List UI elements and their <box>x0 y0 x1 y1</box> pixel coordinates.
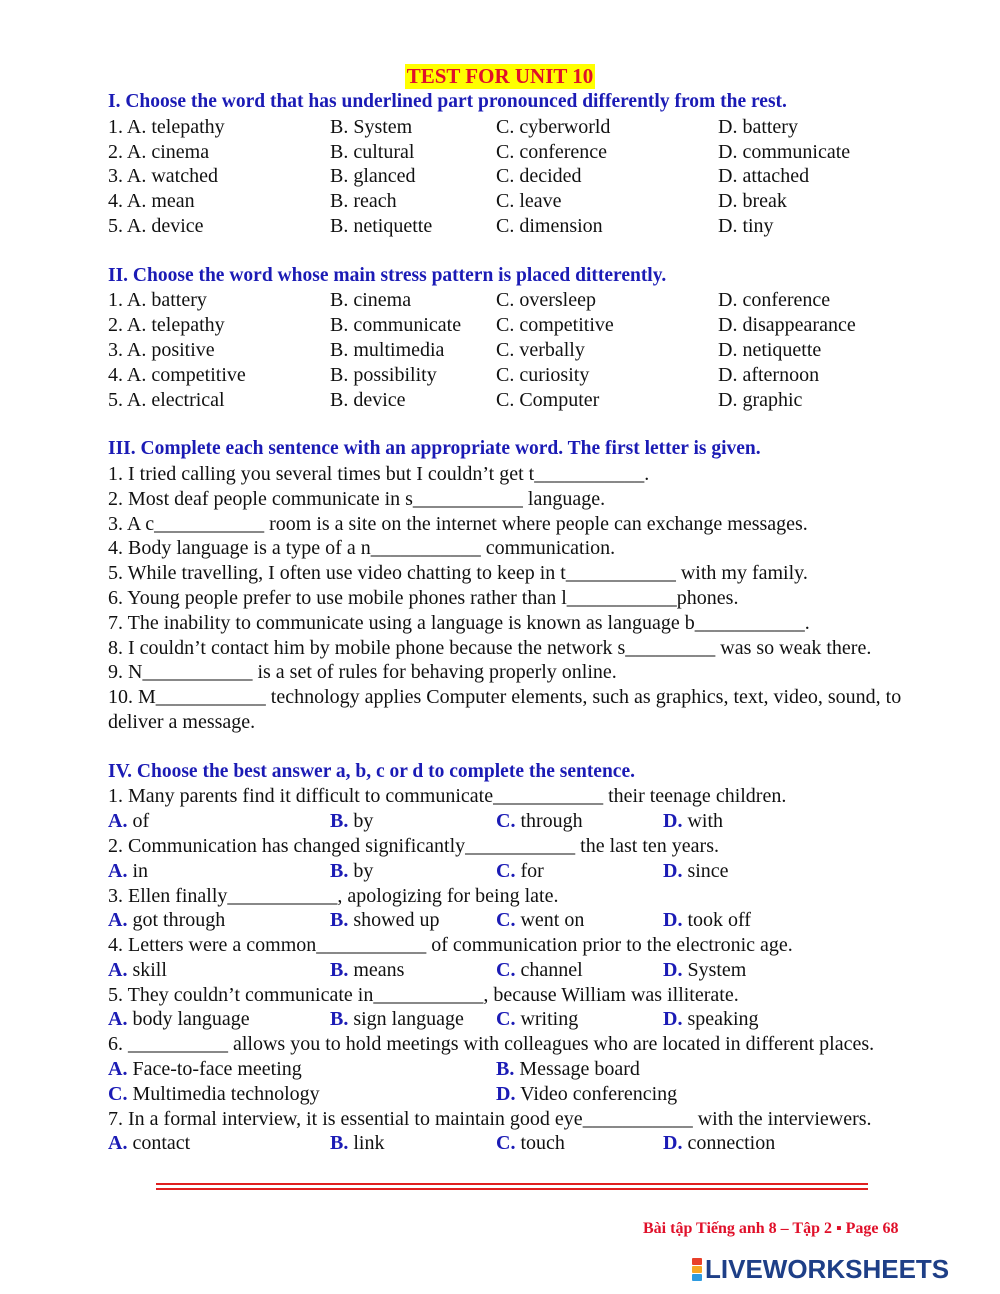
option-letter: B. <box>330 958 349 981</box>
section-1-heading: I. Choose the word that has underlined part pronounced differently from the rest. <box>108 91 787 112</box>
option-text: writing <box>520 1008 579 1031</box>
option-letter: C. <box>108 1082 128 1105</box>
question-row <box>108 313 968 338</box>
answer-option[interactable] <box>496 1131 565 1156</box>
answer-option[interactable] <box>663 908 751 933</box>
option-letter: D. <box>663 909 683 932</box>
worksheet-content <box>108 90 968 1156</box>
answer-option[interactable] <box>330 859 373 884</box>
option-b[interactable]: B. glanced <box>330 165 416 188</box>
answer-option[interactable] <box>496 859 544 884</box>
option-text: in <box>132 859 149 882</box>
option-text: sign language <box>353 1008 464 1031</box>
option-letter: A. <box>108 1132 128 1155</box>
question-row <box>108 189 968 214</box>
option-text: body language <box>132 1008 250 1031</box>
question-row <box>108 288 968 313</box>
option-c[interactable]: C. oversleep <box>496 289 596 312</box>
question-stem: 6. __________ allows you to hold meetings with colleagues who are located in different places. <box>108 1033 875 1056</box>
option-d[interactable]: D. communicate <box>718 140 851 163</box>
answer-option[interactable] <box>663 958 746 983</box>
question-stem: 1. Many parents find it difficult to communicate___________ their teenage children. <box>108 785 787 808</box>
option-text: Multimedia technology <box>132 1082 320 1105</box>
sentence-item: 9. N___________ is a set of rules for behaving properly online. <box>108 661 617 684</box>
option-letter: B. <box>330 859 349 882</box>
question-row <box>108 115 968 140</box>
option-b[interactable]: B. multimedia <box>330 338 445 361</box>
option-letter: A. <box>108 1058 128 1081</box>
answer-option[interactable] <box>663 859 729 884</box>
option-text: showed up <box>353 909 440 932</box>
logo-block-2 <box>692 1266 702 1273</box>
option-text: link <box>353 1132 385 1155</box>
answer-option[interactable] <box>496 1082 677 1107</box>
option-a[interactable]: 5. A. device <box>108 214 204 237</box>
option-text: touch <box>520 1132 565 1155</box>
options-row <box>108 1131 968 1156</box>
question-row <box>108 388 968 413</box>
option-c[interactable]: C. competitive <box>496 314 614 337</box>
sentence-item: 4. Body language is a type of a n___________ communication. <box>108 537 616 560</box>
question-row <box>108 363 968 388</box>
option-letter: C. <box>496 1008 516 1031</box>
option-d[interactable]: D. battery <box>718 115 798 138</box>
sentence-item: 1. I tried calling you several times but I couldn’t get t___________. <box>108 462 650 485</box>
brand-name: LIVEWORKSHEETS <box>705 1253 950 1284</box>
option-c[interactable]: C. conference <box>496 140 608 163</box>
option-b[interactable]: B. communicate <box>330 314 462 337</box>
answer-option[interactable] <box>663 1131 775 1156</box>
options-row <box>108 1082 968 1107</box>
option-text: got through <box>132 909 226 932</box>
option-letter: B. <box>496 1058 515 1081</box>
option-text: channel <box>520 958 583 981</box>
answer-option[interactable] <box>108 809 149 834</box>
option-letter: C. <box>496 958 516 981</box>
answer-option[interactable] <box>496 1007 578 1032</box>
options-row <box>108 859 968 884</box>
section-3-sentences <box>108 462 968 735</box>
option-letter: C. <box>496 909 516 932</box>
option-letter: B. <box>330 1132 349 1155</box>
section-4-questions <box>108 784 968 1156</box>
sentence-item: 10. M___________ technology applies Computer elements, such as graphics, text, video, sound, to deliver a message. <box>108 686 902 733</box>
option-letter: C. <box>496 810 516 833</box>
option-text: contact <box>132 1132 191 1155</box>
option-text: since <box>687 859 729 882</box>
options-row <box>108 958 968 983</box>
option-b[interactable]: B. possibility <box>330 363 437 386</box>
answer-option[interactable] <box>108 1007 250 1032</box>
question-stem: 7. In a formal interview, it is essential to maintain good eye___________ with the interviewers. <box>108 1107 872 1130</box>
option-a[interactable]: 4. A. mean <box>108 190 195 213</box>
answer-option[interactable] <box>330 809 373 834</box>
option-c[interactable]: C. leave <box>496 190 562 213</box>
option-text: by <box>353 859 374 882</box>
option-b[interactable]: B. device <box>330 388 406 411</box>
option-c[interactable]: C. decided <box>496 165 582 188</box>
answer-option[interactable] <box>330 1007 464 1032</box>
option-c[interactable]: C. verbally <box>496 338 585 361</box>
sentence-item: 3. A c___________ room is a site on the internet where people can exchange messages. <box>108 512 808 535</box>
sentence-item: 6. Young people prefer to use mobile phones rather than l___________phones. <box>108 586 739 609</box>
option-letter: B. <box>330 1008 349 1031</box>
option-b[interactable]: B. cinema <box>330 289 412 312</box>
answer-option[interactable] <box>108 1082 320 1107</box>
option-letter: D. <box>663 1132 683 1155</box>
section-1-questions <box>108 115 968 239</box>
option-letter: D. <box>663 810 683 833</box>
answer-option[interactable] <box>330 958 404 983</box>
option-c[interactable]: C. dimension <box>496 214 603 237</box>
option-b[interactable]: B. cultural <box>330 140 415 163</box>
options-row <box>108 908 968 933</box>
option-d[interactable]: D. conference <box>718 289 831 312</box>
question-row <box>108 140 968 165</box>
option-a[interactable]: 5. A. electrical <box>108 388 225 411</box>
options-row <box>108 1007 968 1032</box>
option-letter: D. <box>663 958 683 981</box>
answer-option[interactable] <box>108 958 167 983</box>
page-title: TEST FOR UNIT 10 <box>406 64 594 88</box>
option-d[interactable]: D. attached <box>718 165 810 188</box>
sentence-item: 2. Most deaf people communicate in s___________ language. <box>108 487 606 510</box>
option-d[interactable]: D. disappearance <box>718 314 856 337</box>
option-text: went on <box>520 909 585 932</box>
logo-block-1 <box>692 1258 702 1265</box>
option-a[interactable]: 1. A. telepathy <box>108 115 225 138</box>
option-letter: D. <box>663 859 683 882</box>
title-wrap <box>0 64 1000 89</box>
option-text: Face-to-face meeting <box>132 1058 302 1081</box>
option-text: connection <box>687 1132 776 1155</box>
option-letter: B. <box>330 909 349 932</box>
answer-option[interactable] <box>663 1007 759 1032</box>
option-letter: B. <box>330 810 349 833</box>
option-a[interactable]: 2. A. telepathy <box>108 314 225 337</box>
option-text: Video conferencing <box>520 1082 678 1105</box>
option-d[interactable]: D. netiquette <box>718 338 822 361</box>
option-c[interactable]: C. cyberworld <box>496 115 611 138</box>
answer-option[interactable] <box>496 1057 640 1082</box>
option-d[interactable]: D. break <box>718 190 787 213</box>
question-stem: 3. Ellen finally___________, apologizing for being late. <box>108 884 559 907</box>
option-text: through <box>520 810 583 833</box>
footer-divider <box>156 1183 868 1190</box>
option-a[interactable]: 3. A. watched <box>108 165 218 188</box>
option-text: of <box>132 810 150 833</box>
answer-option[interactable] <box>496 908 584 933</box>
liveworksheets-brand <box>692 1255 949 1283</box>
option-text: speaking <box>687 1008 759 1031</box>
option-letter: A. <box>108 810 128 833</box>
option-b[interactable]: B. reach <box>330 190 397 213</box>
option-letter: D. <box>496 1082 516 1105</box>
option-text: took off <box>687 909 751 932</box>
option-a[interactable]: 2. A. cinema <box>108 140 210 163</box>
question-row <box>108 164 968 189</box>
options-row <box>108 809 968 834</box>
option-text: by <box>353 810 374 833</box>
option-c[interactable]: C. Computer <box>496 388 600 411</box>
option-d[interactable]: D. tiny <box>718 214 774 237</box>
section-4-heading: IV. Choose the best answer a, b, c or d to complete the sentence. <box>108 760 635 782</box>
page-footer: Bài tập Tiếng anh 8 – Tập 2 ▪ Page 68 <box>643 1220 899 1237</box>
option-letter: D. <box>663 1008 683 1031</box>
option-a[interactable]: 4. A. competitive <box>108 363 246 386</box>
answer-option[interactable] <box>108 908 225 933</box>
question-stem: 2. Communication has changed significantly___________ the last ten years. <box>108 834 719 857</box>
answer-option[interactable] <box>108 1057 302 1082</box>
logo-block-3 <box>692 1274 702 1281</box>
option-text: skill <box>132 958 167 981</box>
option-text: for <box>520 859 544 882</box>
option-letter: A. <box>108 958 128 981</box>
sentence-item: 8. I couldn’t contact him by mobile phone because the network s_________ was so weak there. <box>108 636 872 659</box>
option-b[interactable]: B. System <box>330 115 413 138</box>
sentence-item: 5. While travelling, I often use video chatting to keep in t___________ with my family. <box>108 562 808 585</box>
option-d[interactable]: D. afternoon <box>718 363 820 386</box>
options-row <box>108 1057 968 1082</box>
option-text: with <box>687 810 724 833</box>
option-text: Message board <box>519 1058 640 1081</box>
question-stem: 4. Letters were a common___________ of communication prior to the electronic age. <box>108 934 793 957</box>
liveworksheets-logo-icon <box>692 1258 702 1281</box>
answer-option[interactable] <box>108 859 148 884</box>
option-letter: A. <box>108 1008 128 1031</box>
option-a[interactable]: 3. A. positive <box>108 338 215 361</box>
option-letter: A. <box>108 909 128 932</box>
answer-option[interactable] <box>663 809 723 834</box>
option-letter: A. <box>108 859 128 882</box>
sentence-item: 7. The inability to communicate using a language is known as language b___________. <box>108 611 810 634</box>
option-c[interactable]: C. curiosity <box>496 363 590 386</box>
option-b[interactable]: B. netiquette <box>330 214 433 237</box>
question-row <box>108 214 968 239</box>
section-3-heading: III. Complete each sentence with an appropriate word. The first letter is given. <box>108 438 761 460</box>
option-text: System <box>687 958 747 981</box>
answer-option[interactable] <box>496 958 583 983</box>
answer-option[interactable] <box>108 1131 190 1156</box>
answer-option[interactable] <box>330 1131 384 1156</box>
answer-option[interactable] <box>330 908 439 933</box>
option-text: means <box>353 958 405 981</box>
answer-option[interactable] <box>496 809 583 834</box>
option-d[interactable]: D. graphic <box>718 388 803 411</box>
question-stem: 5. They couldn’t communicate in___________, because William was illiterate. <box>108 983 739 1006</box>
option-a[interactable]: 1. A. battery <box>108 289 207 312</box>
question-row <box>108 338 968 363</box>
option-letter: C. <box>496 859 516 882</box>
section-2-heading: II. Choose the word whose main stress pattern is placed ditterently. <box>108 264 667 286</box>
option-letter: C. <box>496 1132 516 1155</box>
section-2-questions <box>108 288 968 412</box>
